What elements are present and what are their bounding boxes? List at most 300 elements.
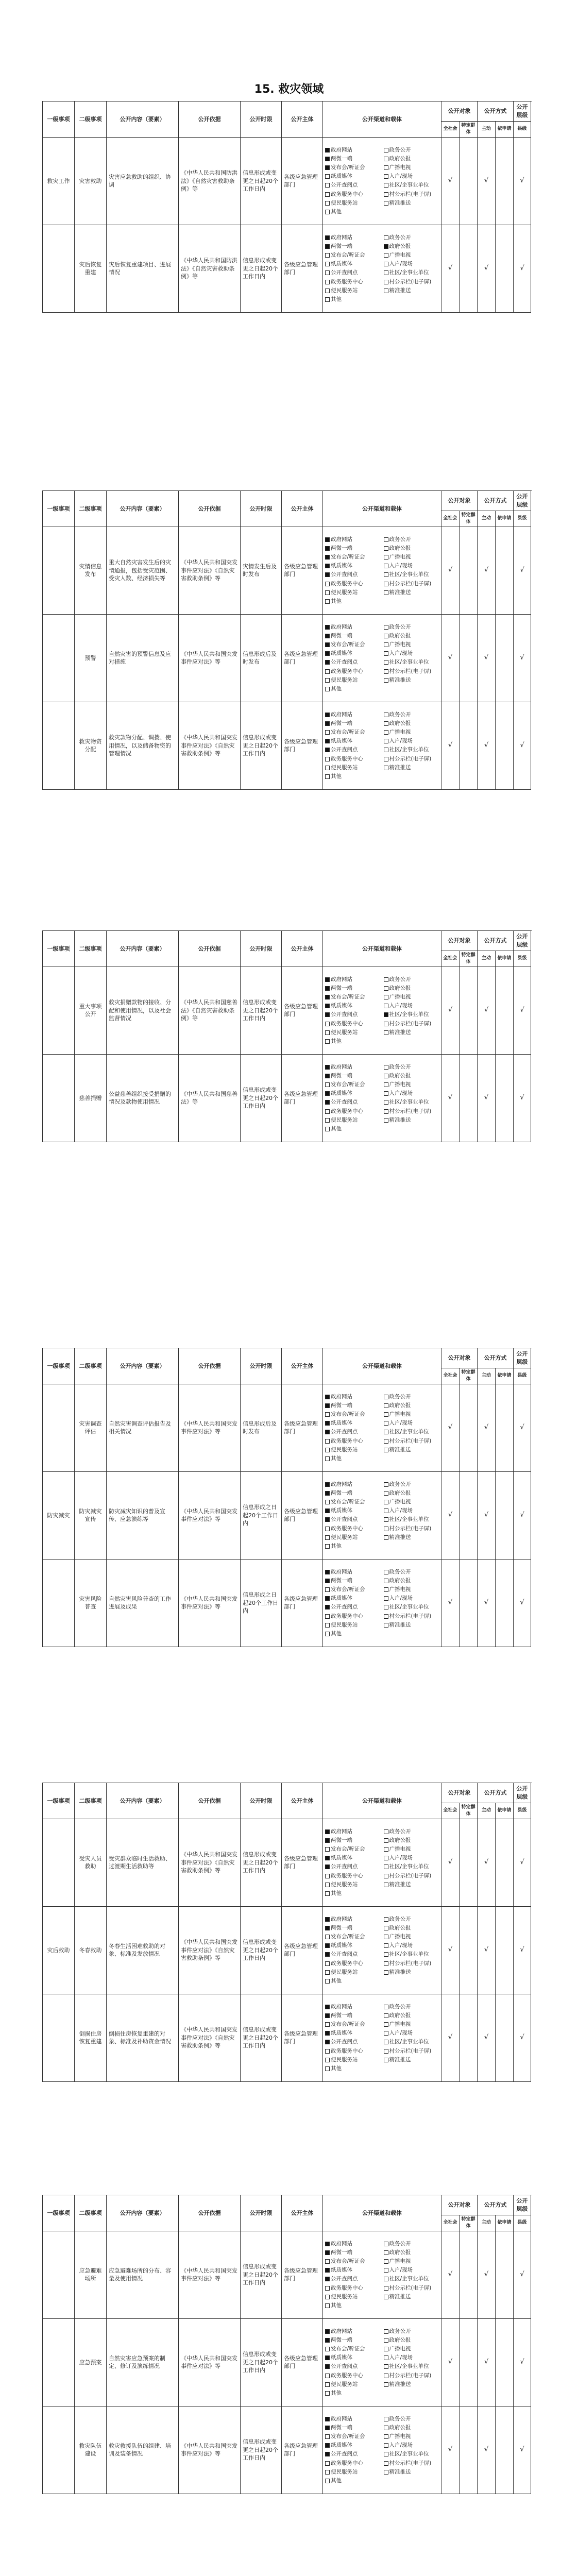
channel-label: 两微一端 xyxy=(331,1402,352,1409)
channel-label: 入户/现场 xyxy=(389,2030,413,2037)
channel-option xyxy=(325,1595,381,1602)
channel-label: 两微一端 xyxy=(331,2012,352,2019)
channel-option xyxy=(325,1525,381,1533)
channel-option xyxy=(384,1481,439,1488)
channel-option xyxy=(325,251,381,259)
checked-box-icon xyxy=(325,1596,330,1601)
channel-label: 政府网站 xyxy=(331,1828,352,1835)
channel-option xyxy=(384,1621,439,1629)
cell-mode-active: √ xyxy=(478,225,496,312)
cell-subject: 各级应急管理部门 xyxy=(282,967,323,1054)
channel-label: 发布会/听证会 xyxy=(331,1846,365,1853)
cell-mode-request xyxy=(496,2406,514,2494)
header-mode: 公开方式 xyxy=(478,1348,514,1368)
unchecked-box-icon xyxy=(325,2391,330,2396)
channel-label: 其他 xyxy=(331,209,342,215)
channel-option xyxy=(325,1568,381,1576)
checked-box-icon xyxy=(325,1430,330,1434)
channel-option xyxy=(384,1837,439,1844)
channel-label: 村公示栏(电子屏) xyxy=(389,1613,432,1619)
cell-mode-request xyxy=(496,225,514,312)
unchecked-box-icon xyxy=(384,1022,388,1026)
cell-level-county: √ xyxy=(514,137,531,225)
channel-label: 公开查阅点 xyxy=(331,2039,358,2045)
checked-box-icon xyxy=(325,1004,330,1008)
header-level: 公开层级 xyxy=(514,1783,531,1803)
cell-obj-specific xyxy=(460,2406,478,2494)
channel-label: 两微一端 xyxy=(331,1489,352,1496)
cell-subject: 各级应急管理部门 xyxy=(282,137,323,225)
cell-basis: 《中华人民共和国突发事件应对法》等 xyxy=(179,2406,241,2494)
checked-box-icon xyxy=(325,2277,330,2281)
table-row xyxy=(43,1559,531,1647)
cell-mode-active: √ xyxy=(478,614,496,702)
header-mode: 公开方式 xyxy=(478,101,514,122)
channel-option xyxy=(384,1603,439,1611)
channel-label: 两微一端 xyxy=(331,1577,352,1584)
channel-option xyxy=(384,1924,439,1932)
cell-basis: 《中华人民共和国突发事件应对法》等 xyxy=(179,1559,241,1647)
header-level-county: 县级 xyxy=(514,1368,531,1384)
channel-label: 村公示栏(电子屏) xyxy=(389,1108,432,1114)
cell-level-county: √ xyxy=(514,614,531,702)
channel-label: 村公示栏(电子屏) xyxy=(389,1872,432,1879)
channel-label: 广播电视 xyxy=(389,1586,411,1593)
cell-content: 灾害应急救助的组织、协调 xyxy=(107,137,179,225)
channel-option xyxy=(325,287,381,295)
channel-option xyxy=(384,1916,439,1923)
channel-label: 纸质媒体 xyxy=(331,1420,352,1427)
unchecked-box-icon xyxy=(384,1623,388,1628)
checked-box-icon xyxy=(325,1491,330,1496)
channel-label: 政务公开 xyxy=(389,2328,411,2334)
catalog-table xyxy=(42,1783,531,2082)
cell-obj-specific xyxy=(460,967,478,1054)
channel-option xyxy=(325,1455,381,1463)
checked-box-icon xyxy=(325,244,330,249)
channel-option xyxy=(384,1489,439,1497)
cell-basis: 《中华人民共和国突发事件应对法》等 xyxy=(179,1471,241,1559)
header-l2: 二级事项 xyxy=(75,931,107,967)
channel-label: 便民服务站 xyxy=(331,1446,358,1453)
unchecked-box-icon xyxy=(384,2040,388,2044)
cell-channels xyxy=(323,527,441,614)
cell-time: 信息形成或变更之日起20个工作日内 xyxy=(241,2318,282,2406)
channel-label: 政府网站 xyxy=(331,623,352,630)
channel-label: 发布会/听证会 xyxy=(331,1411,365,1418)
channel-option xyxy=(325,1446,381,1454)
header-content: 公开内容（要素） xyxy=(107,931,179,967)
cell-level-county: √ xyxy=(514,527,531,614)
channel-option xyxy=(325,976,381,984)
channel-option xyxy=(325,2293,381,2301)
channel-label: 发布会/听证会 xyxy=(331,2258,365,2265)
header-object: 公开对象 xyxy=(441,2195,478,2215)
unchecked-box-icon xyxy=(384,2242,388,2246)
unchecked-box-icon xyxy=(384,1579,388,1583)
header-obj-all: 全社会 xyxy=(441,951,460,967)
checked-box-icon xyxy=(325,739,330,743)
cell-mode-active: √ xyxy=(478,1384,496,1471)
unchecked-box-icon xyxy=(384,634,388,638)
unchecked-box-icon xyxy=(384,1614,388,1619)
unchecked-box-icon xyxy=(384,721,388,726)
cell-l2: 灾害调查评估 xyxy=(75,1384,107,1471)
unchecked-box-icon xyxy=(384,986,388,991)
checked-box-icon xyxy=(325,1952,330,1957)
channel-label: 政府公报 xyxy=(389,2424,411,2431)
cell-l1 xyxy=(43,1994,75,2081)
checked-box-icon xyxy=(325,2355,330,2360)
channel-option xyxy=(325,1543,381,1550)
channel-label: 发布会/听证会 xyxy=(331,1499,365,1505)
channel-option xyxy=(384,2266,439,2274)
channel-option xyxy=(325,2266,381,2274)
channel-option xyxy=(384,545,439,552)
checked-box-icon xyxy=(325,1517,330,1522)
cell-level-county: √ xyxy=(514,702,531,789)
cell-channels xyxy=(323,2231,441,2318)
unchecked-box-icon xyxy=(325,669,330,674)
table-row xyxy=(43,2231,531,2318)
channel-option xyxy=(325,191,381,198)
channel-list xyxy=(325,1828,439,1898)
cell-content: 自然灾害调查评估报告及相关情况 xyxy=(107,1384,179,1471)
catalog-table xyxy=(42,101,531,313)
catalog-table xyxy=(42,1348,531,1647)
cell-l1 xyxy=(43,527,75,614)
cell-level-county: √ xyxy=(514,1819,531,1906)
channel-option xyxy=(325,658,381,666)
cell-basis: 《中华人民共和国突发事件应对法》等 xyxy=(179,2318,241,2406)
header-level-county: 县级 xyxy=(514,951,531,967)
channel-label: 政务公开 xyxy=(389,711,411,718)
cell-basis: 《中华人民共和国突发事件应对法》等 xyxy=(179,2231,241,2318)
unchecked-box-icon xyxy=(384,730,388,735)
channel-option xyxy=(325,2240,381,2248)
channel-option xyxy=(325,1630,381,1638)
channel-option xyxy=(325,728,381,736)
cell-basis: 《中华人民共和国防洪法》《自然灾害救助条例》等 xyxy=(179,137,241,225)
channel-option xyxy=(325,164,381,172)
channel-list xyxy=(325,2240,439,2310)
channel-label: 纸质媒体 xyxy=(331,1090,352,1097)
channel-label: 公开查阅点 xyxy=(331,1429,358,1435)
channel-option xyxy=(325,208,381,216)
channel-label: 村公示栏(电子屏) xyxy=(389,1020,432,1027)
channel-option xyxy=(325,1951,381,1958)
header-level-county: 县级 xyxy=(514,2215,531,2231)
table-row xyxy=(43,225,531,312)
cell-l2: 救灾物资分配 xyxy=(75,702,107,789)
unchecked-box-icon xyxy=(384,157,388,161)
unchecked-box-icon xyxy=(325,1544,330,1549)
channel-option xyxy=(325,764,381,772)
cell-level-county: √ xyxy=(514,2318,531,2406)
channel-option xyxy=(325,2381,381,2388)
channel-label: 政务公开 xyxy=(389,1393,411,1400)
checked-box-icon xyxy=(325,2417,330,2421)
channel-label: 其他 xyxy=(331,1038,342,1045)
channel-option xyxy=(384,1063,439,1071)
cell-mode-active: √ xyxy=(478,1906,496,1994)
channel-option xyxy=(325,676,381,684)
channel-label: 社区/企事业单位 xyxy=(389,182,429,189)
unchecked-box-icon xyxy=(384,2347,388,2351)
unchecked-box-icon xyxy=(384,183,388,188)
unchecked-box-icon xyxy=(325,297,330,302)
unchecked-box-icon xyxy=(384,262,388,266)
channel-label: 村公示栏(电子屏) xyxy=(389,278,432,285)
unchecked-box-icon xyxy=(325,262,330,266)
channel-label: 便民服务站 xyxy=(331,2293,358,2300)
cell-l2: 预警 xyxy=(75,614,107,702)
unchecked-box-icon xyxy=(384,280,388,284)
channel-option xyxy=(384,1446,439,1454)
channel-list xyxy=(325,623,439,693)
channel-label: 政务服务中心 xyxy=(331,755,363,762)
cell-l1 xyxy=(43,1819,75,1906)
channel-label: 精准推送 xyxy=(389,764,411,771)
cell-time: 信息形成或变更之日起20个工作日内 xyxy=(241,1819,282,1906)
channel-label: 政务公开 xyxy=(389,2415,411,2422)
header-l2: 二级事项 xyxy=(75,491,107,527)
unchecked-box-icon xyxy=(325,1109,330,1114)
channel-option xyxy=(325,2056,381,2064)
cell-channels xyxy=(323,967,441,1054)
channel-label: 其他 xyxy=(331,2390,342,2397)
channel-option xyxy=(325,1881,381,1889)
unchecked-box-icon xyxy=(384,2470,388,2475)
channel-label: 发布会/听证会 xyxy=(331,1934,365,1940)
channel-option xyxy=(325,685,381,693)
channel-option xyxy=(325,2450,381,2458)
cell-subject: 各级应急管理部门 xyxy=(282,2406,323,2494)
channel-option xyxy=(325,260,381,268)
channel-option xyxy=(384,571,439,579)
header-mode-active: 主动 xyxy=(478,2215,496,2231)
unchecked-box-icon xyxy=(325,582,330,586)
unchecked-box-icon xyxy=(325,2259,330,2264)
channel-option xyxy=(384,1568,439,1576)
cell-l2: 重大事项公开 xyxy=(75,967,107,1054)
channel-option xyxy=(325,1534,381,1541)
channel-option xyxy=(325,1621,381,1629)
channel-label: 广播电视 xyxy=(389,1411,411,1418)
header-basis: 公开依据 xyxy=(179,931,241,967)
cell-obj-all: √ xyxy=(441,1384,460,1471)
cell-obj-specific xyxy=(460,702,478,789)
unchecked-box-icon xyxy=(384,546,388,551)
channel-label: 村公示栏(电子屏) xyxy=(389,755,432,762)
header-basis: 公开依据 xyxy=(179,1348,241,1384)
channel-option xyxy=(384,278,439,286)
unchecked-box-icon xyxy=(384,766,388,770)
channel-option xyxy=(384,234,439,242)
channel-label: 政务服务中心 xyxy=(331,1960,363,1967)
channel-label: 村公示栏(电子屏) xyxy=(389,2460,432,2466)
catalog-table xyxy=(42,930,531,1142)
unchecked-box-icon xyxy=(384,2277,388,2281)
channel-option xyxy=(325,2363,381,2370)
unchecked-box-icon xyxy=(384,2329,388,2334)
channel-label: 精准推送 xyxy=(389,199,411,206)
channel-option xyxy=(325,1969,381,1976)
channel-option xyxy=(325,553,381,561)
header-obj-specific: 特定群体 xyxy=(460,1803,478,1819)
channel-option xyxy=(384,164,439,172)
channel-option xyxy=(384,1098,439,1106)
channel-option xyxy=(325,545,381,552)
cell-obj-specific xyxy=(460,137,478,225)
header-obj-specific: 特定群体 xyxy=(460,121,478,137)
cell-time: 信息形成或变更之日起20个工作日内 xyxy=(241,225,282,312)
unchecked-box-icon xyxy=(325,1500,330,1504)
channel-label: 政务服务中心 xyxy=(331,1020,363,1027)
unchecked-box-icon xyxy=(384,2031,388,2036)
channel-option xyxy=(325,711,381,719)
header-obj-all: 全社会 xyxy=(441,511,460,527)
unchecked-box-icon xyxy=(325,1970,330,1975)
channel-option xyxy=(325,2442,381,2449)
channel-label: 便民服务站 xyxy=(331,1534,358,1540)
channel-option xyxy=(325,2460,381,2467)
channel-option xyxy=(325,2477,381,2485)
channel-label: 政府公报 xyxy=(389,1924,411,1931)
channel-option xyxy=(325,720,381,727)
unchecked-box-icon xyxy=(325,1030,330,1035)
channel-option xyxy=(325,2468,381,2476)
channel-label: 村公示栏(电子屏) xyxy=(389,1525,432,1532)
channel-label: 其他 xyxy=(331,773,342,780)
header-obj-all: 全社会 xyxy=(441,1803,460,1819)
channel-label: 发布会/听证会 xyxy=(331,729,365,736)
unchecked-box-icon xyxy=(384,1509,388,1513)
unchecked-box-icon xyxy=(325,1039,330,1044)
channel-label: 政务公开 xyxy=(389,1568,411,1575)
channel-label: 政府公报 xyxy=(389,2249,411,2256)
unchecked-box-icon xyxy=(384,1596,388,1601)
checked-box-icon xyxy=(384,244,388,249)
cell-basis: 《中华人民共和国慈善法》等 xyxy=(179,1054,241,1142)
channel-label: 发布会/听证会 xyxy=(331,252,365,259)
header-mode-active: 主动 xyxy=(478,121,496,137)
cell-time: 信息形成或变更之日起20个工作日内 xyxy=(241,2406,282,2494)
cell-channels xyxy=(323,137,441,225)
channel-label: 政府公报 xyxy=(389,243,411,249)
channel-label: 纸质媒体 xyxy=(331,563,352,569)
cell-l1 xyxy=(43,1559,75,1647)
unchecked-box-icon xyxy=(325,183,330,188)
cell-mode-request xyxy=(496,137,514,225)
cell-subject: 各级应急管理部门 xyxy=(282,1906,323,1994)
unchecked-box-icon xyxy=(384,2374,388,2378)
channel-label: 政府网站 xyxy=(331,1393,352,1400)
checked-box-icon xyxy=(325,2040,330,2044)
channel-option xyxy=(384,1951,439,1958)
cell-time: 灾情发生后及时发布 xyxy=(241,527,282,614)
cell-channels xyxy=(323,225,441,312)
channel-label: 村公示栏(电子屏) xyxy=(389,668,432,674)
unchecked-box-icon xyxy=(384,1829,388,1834)
cell-mode-active: √ xyxy=(478,2406,496,2494)
channel-option xyxy=(325,598,381,605)
channel-label: 政务公开 xyxy=(389,976,411,982)
cell-mode-active: √ xyxy=(478,1054,496,1142)
channel-label: 政务公开 xyxy=(389,1828,411,1835)
header-mode-active: 主动 xyxy=(478,511,496,527)
unchecked-box-icon xyxy=(325,678,330,683)
cell-mode-active: √ xyxy=(478,2231,496,2318)
unchecked-box-icon xyxy=(384,1587,388,1592)
channel-option xyxy=(384,2336,439,2344)
channel-option xyxy=(325,2029,381,2037)
channel-option xyxy=(384,1881,439,1889)
cell-l2: 冬春救助 xyxy=(75,1906,107,1994)
table-row xyxy=(43,1994,531,2081)
unchecked-box-icon xyxy=(325,599,330,604)
checked-box-icon xyxy=(325,564,330,568)
channel-option xyxy=(384,589,439,597)
header-mode-request: 依申请 xyxy=(496,121,514,137)
cell-time: 信息形成或变更之日起20个工作日内 xyxy=(241,702,282,789)
checked-box-icon xyxy=(325,2426,330,2430)
channel-option xyxy=(384,2284,439,2292)
channel-label: 社区/企事业单位 xyxy=(389,747,429,753)
channel-option xyxy=(384,2240,439,2248)
channel-label: 入户/现场 xyxy=(389,2267,413,2274)
checked-box-icon xyxy=(325,572,330,577)
unchecked-box-icon xyxy=(384,1448,388,1452)
header-channel: 公开渠道和载体 xyxy=(323,101,441,138)
unchecked-box-icon xyxy=(325,2295,330,2299)
channel-list xyxy=(325,2328,439,2398)
channel-option xyxy=(384,1595,439,1602)
channel-label: 广播电视 xyxy=(389,252,411,259)
checked-box-icon xyxy=(325,148,330,152)
channel-list xyxy=(325,1916,439,1986)
cell-l1 xyxy=(43,702,75,789)
channel-label: 入户/现场 xyxy=(389,1003,413,1009)
channel-label: 便民服务站 xyxy=(331,1116,358,1123)
unchecked-box-icon xyxy=(325,1527,330,1531)
unchecked-box-icon xyxy=(384,669,388,674)
cell-level-county: √ xyxy=(514,2406,531,2494)
table-row xyxy=(43,1906,531,1994)
channel-label: 公开查阅点 xyxy=(331,1951,358,1958)
channel-option xyxy=(384,1516,439,1523)
cell-basis: 《中华人民共和国突发事件应对法》《自然灾害救助条例》等 xyxy=(179,1994,241,2081)
channel-option xyxy=(325,2415,381,2423)
header-time: 公开时限 xyxy=(241,1783,282,1819)
channel-option xyxy=(384,1613,439,1620)
unchecked-box-icon xyxy=(325,2058,330,2062)
channel-label: 精准推送 xyxy=(389,2056,411,2063)
cell-basis: 《中华人民共和国防洪法》《自然灾害救助条例》等 xyxy=(179,225,241,312)
header-subject: 公开主体 xyxy=(282,2195,323,2231)
channel-option xyxy=(384,191,439,198)
channel-option xyxy=(325,1507,381,1515)
channel-option xyxy=(325,1933,381,1941)
channel-option xyxy=(325,155,381,163)
channel-option xyxy=(384,1534,439,1541)
channel-label: 政府网站 xyxy=(331,146,352,153)
channel-option xyxy=(384,155,439,163)
table-row xyxy=(43,967,531,1054)
cell-l1 xyxy=(43,225,75,312)
channel-label: 发布会/听证会 xyxy=(331,1586,365,1593)
channel-option xyxy=(384,720,439,727)
